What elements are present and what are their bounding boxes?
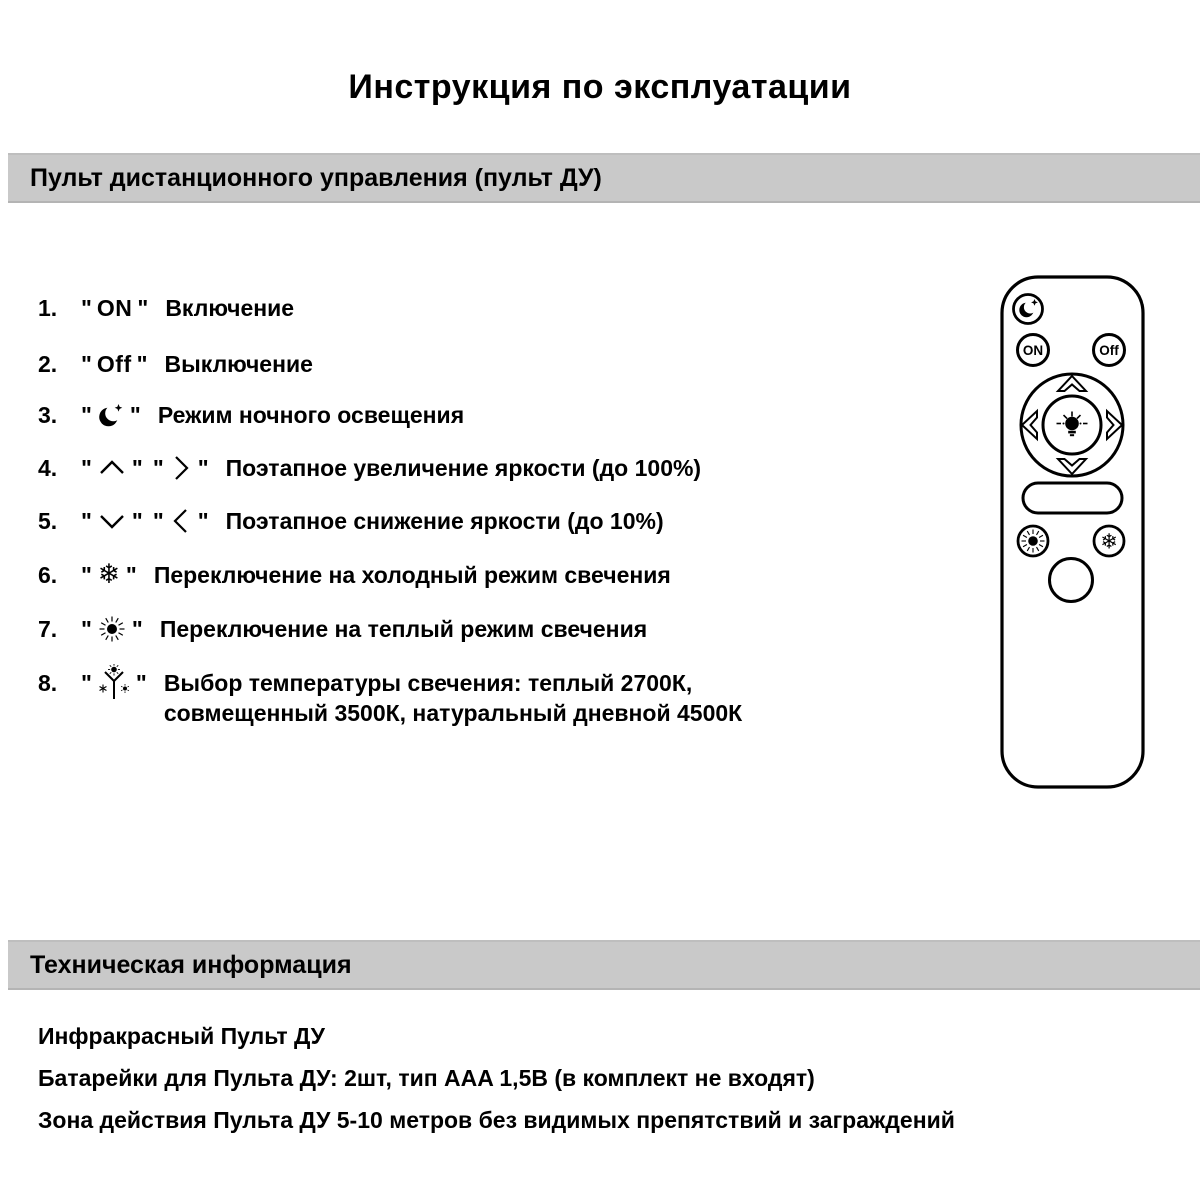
item-number: 3. [38,402,58,428]
snowflake-icon: ❄ [97,559,121,590]
remote-round-button [1050,559,1093,602]
chevron-right-icon [169,453,193,483]
quote-mark: " [81,455,92,481]
instruction-item-1 [38,293,294,323]
item-number: 7. [38,616,58,642]
quote-mark: " [81,616,92,642]
item-description [160,614,647,644]
description-line: Выбор температуры свечения: теплый 2700К, [163,670,693,696]
remote-warm-button [1018,526,1048,556]
item-description [226,453,701,483]
section-header-tech [8,940,1200,990]
item-description [158,400,464,430]
remote-night-mode-button [1014,295,1043,324]
description-line: Переключение на холодный режим свечения [153,562,671,588]
quote-mark: " [125,562,137,588]
quote-mark: " [152,508,164,534]
quote-mark: " [81,351,92,377]
remote-control-illustration [995,272,1155,797]
page-title: Инструкция по эксплуатации [348,68,852,106]
item-number: 8. [38,670,58,696]
quote-mark: " [137,295,149,321]
off-button-label: Off [1099,343,1119,358]
description-line: Переключение на теплый режим свечения [159,616,648,642]
remote-off-button [1094,335,1125,366]
section-header-remote [8,153,1200,203]
quote-mark: " [131,455,143,481]
item-description [154,560,671,590]
remote-dpad [1021,374,1123,476]
instruction-item-5 [38,506,664,536]
remote-pill-button [1023,483,1122,513]
on-button-label: ON [1022,343,1044,358]
tech-line-range: Зона действия Пульта ДУ 5-10 метров без видимых препятствий и заграждений [38,1107,955,1133]
item-number: 2. [38,351,58,377]
quote-mark: " [81,402,92,428]
chevron-up-icon [97,453,127,483]
remote-cold-button [1094,526,1124,556]
key-label-off: Off [96,351,132,377]
remote-on-button [1018,335,1049,366]
item-description [226,506,664,536]
quote-mark: " [81,670,92,696]
instruction-item-4 [38,453,701,483]
section-header-tech-label: Техническая информация [30,950,352,979]
night-mode-moon-icon [97,400,125,430]
chevron-down-icon [97,506,127,536]
item-description [164,668,742,728]
description-line: Поэтапное снижение яркости (до 10%) [225,508,664,534]
tech-line-batteries: Батарейки для Пульта ДУ: 2шт, тип AAA 1,5В (в комплект не входят) [38,1065,815,1091]
item-number: 5. [38,508,58,534]
instruction-item-3 [38,400,464,430]
sun-icon [97,614,127,644]
tech-info [38,1021,955,1147]
description-line: Режим ночного освещения [157,402,465,428]
item-number: 4. [38,455,58,481]
instruction-item-6 [38,560,671,590]
quote-mark: " [131,508,143,534]
description-line: совмещенный 3500К, натуральный дневной 4500К [163,700,743,726]
snowflake-icon: ❄ [1100,529,1118,554]
quote-mark: " [197,508,209,534]
key-label-on: ON [96,295,133,321]
quote-mark: " [152,455,164,481]
color-temperature-select-icon [97,668,131,698]
quote-mark: " [81,295,92,321]
tech-line-remote-type: Инфракрасный Пульт ДУ [38,1023,325,1049]
chevron-left-icon [169,506,193,536]
quote-mark: " [197,455,209,481]
instruction-item-7 [38,614,647,644]
description-line: Включение [165,295,295,321]
description-line: Выключение [164,351,313,377]
item-description [165,293,294,323]
item-number: 1. [38,295,58,321]
quote-mark: " [135,670,147,696]
instruction-item-2 [38,349,313,379]
quote-mark: " [81,562,92,588]
quote-mark: " [81,508,92,534]
quote-mark: " [129,402,141,428]
item-description [165,349,313,379]
instruction-item-8 [38,668,742,728]
quote-mark: " [136,351,148,377]
description-line: Поэтапное увеличение яркости (до 100%) [225,455,702,481]
section-header-remote-label: Пульт дистанционного управления (пульт ДУ) [30,163,602,192]
item-number: 6. [38,562,58,588]
quote-mark: " [131,616,143,642]
